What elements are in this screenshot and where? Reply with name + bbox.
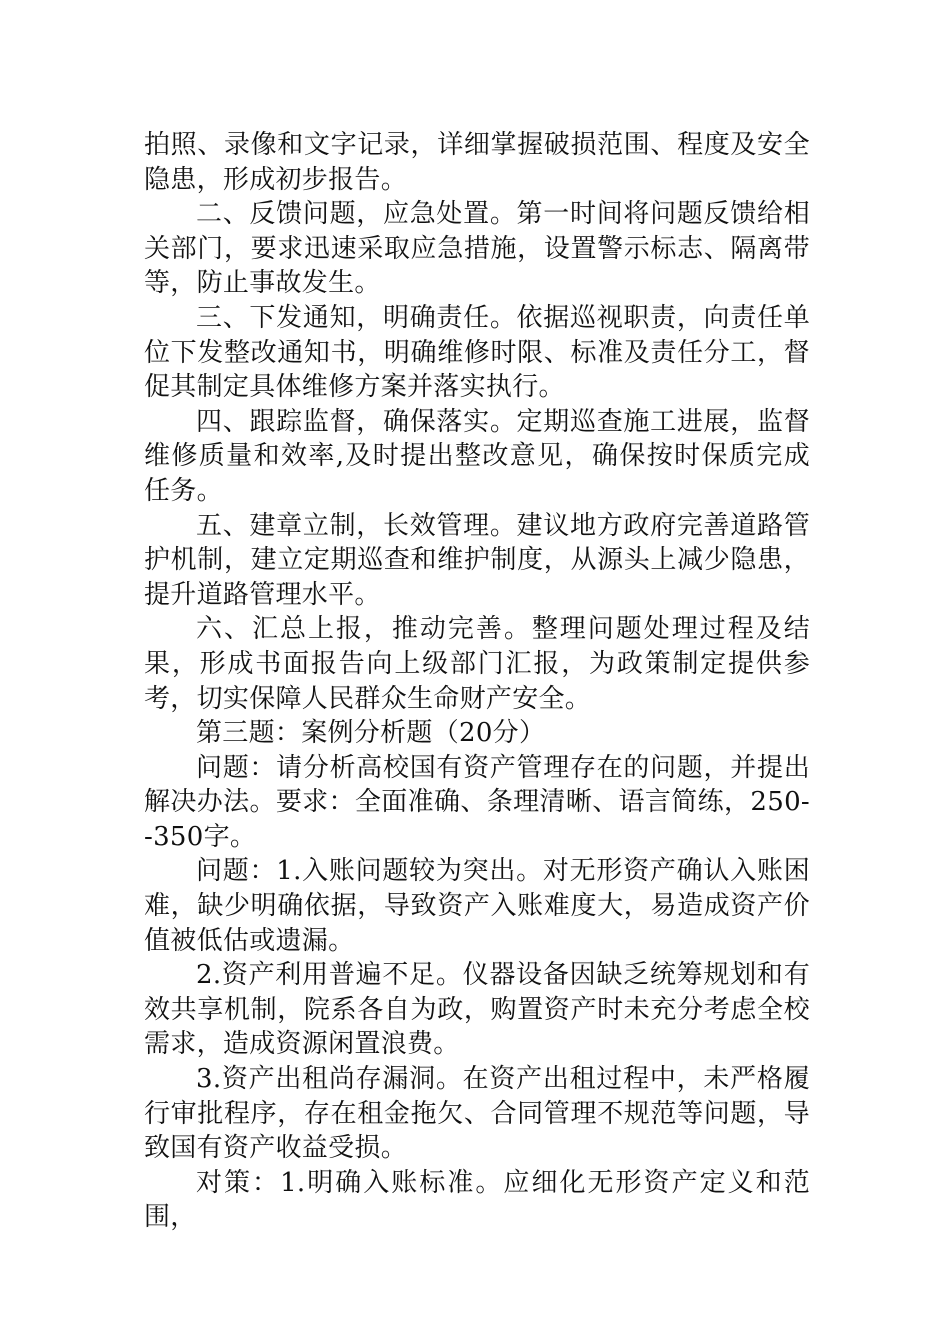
problem-paragraph-3: 3.资产出租尚存漏洞。在资产出租过程中，未严格履行审批程序，存在租金拖欠、合同管理不规范等问题，导致国有资产收益受损。 bbox=[144, 1064, 810, 1164]
paragraph-step-3: 三、下发通知，明确责任。依据巡视职责，向责任单位下发整改通知书，明确维修时限、标准及责任分工，督促其制定具体维修方案并落实执行。 bbox=[144, 302, 810, 403]
problem-paragraph-2: 2.资产利用普遍不足。仪器设备因缺乏统筹规划和有效共享机制，院系各自为政，购置资产时未充分考虑全校需求，造成资源闲置浪费。 bbox=[144, 960, 810, 1060]
problem-paragraph-1: 问题：1.入账问题较为突出。对无形资产确认入账困难，缺少明确依据，导致资产入账难度大，易造成资产价值被低估或遗漏。 bbox=[144, 856, 810, 956]
paragraph-step-6: 六、汇总上报，推动完善。整理问题处理过程及结果，形成书面报告向上级部门汇报，为政策制定提供参考，切实保障人民群众生命财产安全。 bbox=[144, 614, 810, 714]
document-body bbox=[144, 128, 810, 1235]
section-heading: 第三题：案例分析题（20分） bbox=[196, 718, 546, 749]
countermeasure-paragraph: 对策：1.明确入账标准。应细化无形资产定义和范围， bbox=[144, 1167, 810, 1233]
paragraph-step-4: 四、跟踪监督，确保落实。定期巡查施工进展，监督维修质量和效率,及时提出整改意见，确保按时保质完成任务。 bbox=[144, 406, 810, 506]
question-paragraph: 问题：请分析高校国有资产管理存在的问题，并提出解决办法。要求：全面准确、条理清晰、语言简练，250--350字。 bbox=[144, 752, 810, 852]
paragraph-step-2: 二、反馈问题，应急处置。第一时间将问题反馈给相关部门，要求迅速采取应急措施，设置警示标志、隔离带等，防止事故发生。 bbox=[144, 199, 810, 299]
paragraph-continued: 拍照、录像和文字记录，详细掌握破损范围、程度及安全隐患，形成初步报告。 bbox=[144, 130, 810, 195]
paragraph-step-5: 五、建章立制，长效管理。建议地方政府完善道路管护机制，建立定期巡查和维护制度，从源头上减少隐患，提升道路管理水平。 bbox=[144, 510, 810, 610]
